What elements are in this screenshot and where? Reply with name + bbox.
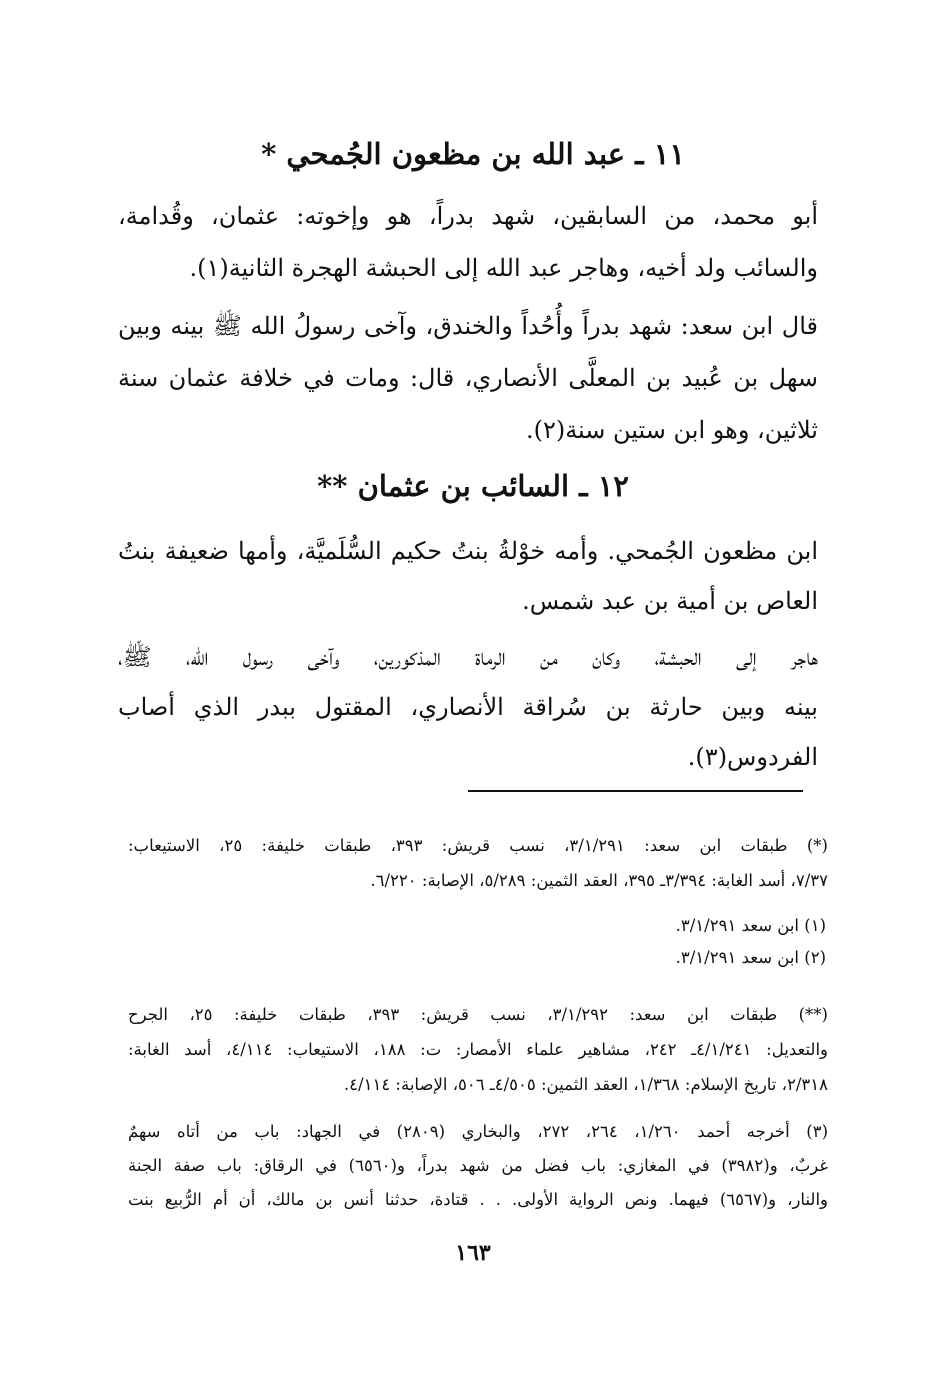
footnote-line: ٧/٣٧، أسد الغابة: ٣/٣٩٤ـ ٣٩٥، العقد الثمين: ٥/٢٨٩، الإصابة: ٦/٢٢٠.	[370, 871, 828, 890]
text-line: أبو محمد، من السابقين، شهد بدراً، هو وإخوته: عثمان، وقُدامة،	[118, 202, 818, 230]
footnote-2: (٢) ابن سعد ٣/١/٢٩١.	[675, 948, 826, 967]
section-12-paragraph-2	[118, 632, 818, 782]
footnote-line: (**) طبقات ابن سعد: ٣/١/٢٩٢، نسب قريش: ٣٩٣، طبقات خليفة: ٢٥، الجرح	[128, 1005, 828, 1024]
text-line: هاجر إلى الحبشة، وكان من الرماة المذكورين، وآخى رسول الله، ﷺ،	[118, 643, 818, 671]
footnote-3	[128, 1115, 828, 1217]
section-11-paragraph-1	[118, 190, 818, 294]
section-11-paragraph-2	[118, 300, 818, 456]
text-line: سهل بن عُبيد بن المعلَّى الأنصاري، قال: ومات في خلافة عثمان سنة	[118, 364, 818, 392]
footnote-line: والتعديل: ٤/١/٢٤١ـ ٢٤٢، مشاهير علماء الأمصار: ت: ١٨٨، الاستيعاب: ٤/١١٤، أسد الغابة:	[128, 1040, 828, 1059]
footnote-1: (١) ابن سعد ٣/١/٢٩١.	[675, 916, 826, 935]
page-number: ١٦٣	[455, 1240, 491, 1266]
section-12-paragraph-1	[118, 526, 818, 626]
section-heading-11: ١١ ـ عبد الله بن مظعون الجُمحي *	[261, 137, 685, 171]
text-line: بينه وبين حارثة بن سُراقة الأنصاري، المقتول ببدر الذي أصاب	[118, 693, 818, 721]
footnote-line: والنار، و(٦٥٦٧) فيهما. ونص الرواية الأولى. . . قتادة، حدثنا أنس بن مالك، أن أم الرُّبيع بنت	[128, 1190, 828, 1209]
footnote-star-1	[128, 828, 828, 898]
footnote-line: غربٌ، و(٣٩٨٢) في المغازي: باب فضل من شهد بدراً، و(٦٥٦٠) في الرقاق: باب صفة الجنة	[128, 1156, 828, 1175]
footnote-line: (*) طبقات ابن سعد: ٣/١/٢٩١، نسب قريش: ٣٩٣، طبقات خليفة: ٢٥، الاستيعاب:	[128, 836, 828, 855]
footnote-line: ٢/٣١٨، تاريخ الإسلام: ١/٣٦٨، العقد الثمين: ٤/٥٠٥ـ ٥٠٦، الإصابة: ٤/١١٤.	[343, 1075, 828, 1094]
text-line: العاص بن أمية بن عبد شمس.	[522, 587, 818, 615]
text-line: والسائب ولد أخيه، وهاجر عبد الله إلى الحبشة الهجرة الثانية(١).	[189, 254, 818, 282]
footnote-star-2	[128, 997, 828, 1102]
text-line: ابن مظعون الجُمحي. وأمه خوْلةُ بنتُ حكيم السُّلَميَّة، وأمها ضعيفة بنتُ	[118, 537, 818, 565]
text-line: قال ابن سعد: شهد بدراً وأُحُداً والخندق، وآخى رسولُ الله ﷺ بينه وبين	[118, 312, 818, 340]
footnote-line: (٣) أخرجه أحمد ١/٢٦٠، ٢٦٤، ٢٧٢، والبخاري (٢٨٠٩) في الجهاد: باب من أتاه سهمٌ	[128, 1122, 828, 1141]
text-line: الفردوس(٣).	[687, 743, 818, 771]
section-heading-12: ١٢ ـ السائب بن عثمان **	[317, 469, 629, 503]
text-line: ثلاثين، وهو ابن ستين سنة(٢).	[525, 416, 818, 444]
footnote-separator	[468, 790, 803, 792]
